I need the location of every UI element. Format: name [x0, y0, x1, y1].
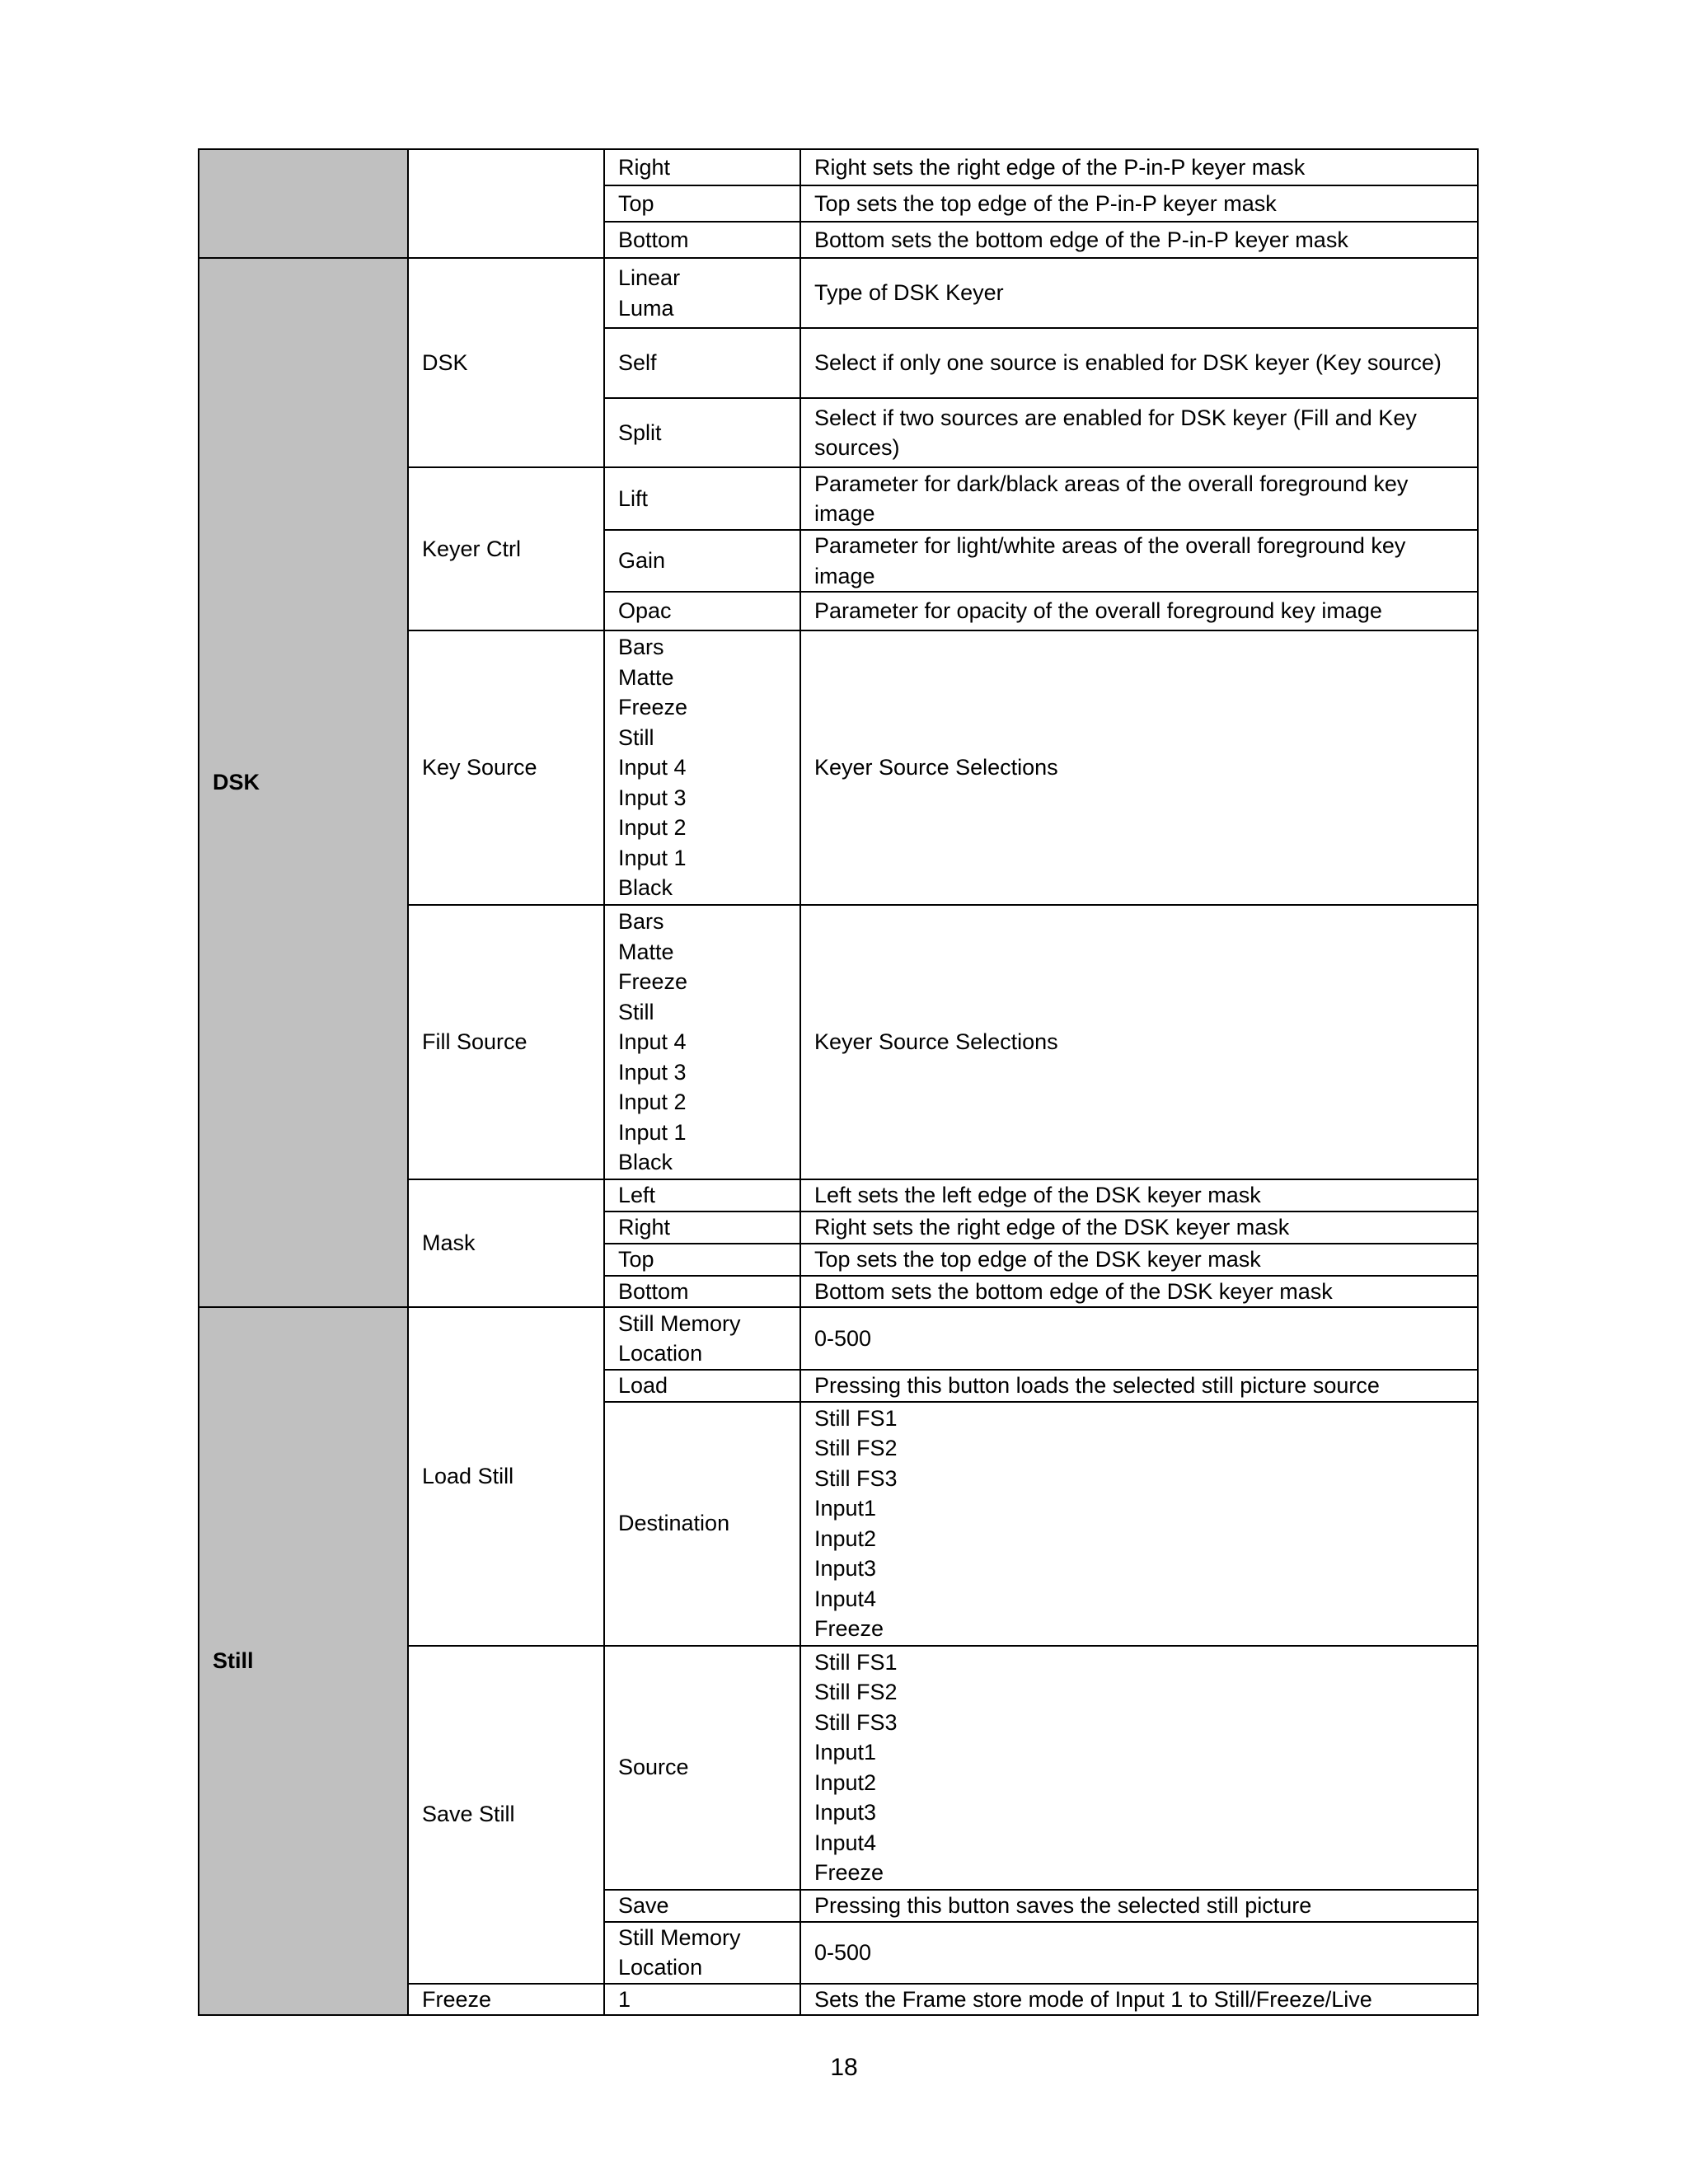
item-cell: Right [604, 149, 800, 185]
group-cell: Mask [408, 1179, 604, 1307]
description-cell: Parameter for light/white areas of the overall foreground key image [800, 530, 1478, 592]
item-cell: Still Memory Location [604, 1307, 800, 1370]
description-cell: Top sets the top edge of the P-in-P keyer mask [800, 185, 1478, 222]
item-cell: 1 [604, 1984, 800, 2016]
group-cell: Freeze [408, 1984, 604, 2016]
section-cell: Still [199, 1307, 408, 2015]
item-cell: Bars Matte Freeze Still Input 4 Input 3 Input 2 Input 1 Black [604, 630, 800, 905]
menu-table [198, 148, 1479, 2016]
item-cell: Opac [604, 592, 800, 630]
item-cell: Right [604, 1212, 800, 1244]
description-cell: Pressing this button loads the selected still picture source [800, 1370, 1478, 1402]
description-cell: Still FS1 Still FS2 Still FS3 Input1 Input2 Input3 Input4 Freeze [800, 1402, 1478, 1646]
item-cell: Bottom [604, 222, 800, 258]
item-cell: Split [604, 398, 800, 467]
item-cell: Destination [604, 1402, 800, 1646]
description-cell: Still FS1 Still FS2 Still FS3 Input1 Input2 Input3 Input4 Freeze [800, 1646, 1478, 1890]
item-cell: Gain [604, 530, 800, 592]
table-row [199, 149, 1478, 185]
description-cell: Right sets the right edge of the P-in-P keyer mask [800, 149, 1478, 185]
group-cell: Fill Source [408, 905, 604, 1179]
group-cell: Save Still [408, 1646, 604, 1984]
description-cell: Bottom sets the bottom edge of the DSK keyer mask [800, 1276, 1478, 1308]
item-cell: Source [604, 1646, 800, 1890]
group-cell: Load Still [408, 1307, 604, 1646]
description-cell: Type of DSK Keyer [800, 258, 1478, 328]
table-row [199, 1307, 1478, 1370]
item-cell: Load [604, 1370, 800, 1402]
description-cell: Pressing this button saves the selected still picture [800, 1890, 1478, 1922]
description-cell: Right sets the right edge of the DSK keyer mask [800, 1212, 1478, 1244]
description-cell: Select if only one source is enabled for DSK keyer (Key source) [800, 328, 1478, 398]
table-row [199, 258, 1478, 328]
item-cell: Still Memory Location [604, 1922, 800, 1984]
section-cell-continued [199, 149, 408, 258]
description-cell: Left sets the left edge of the DSK keyer mask [800, 1179, 1478, 1212]
description-cell: Parameter for dark/black areas of the overall foreground key image [800, 467, 1478, 530]
group-cell-continued [408, 149, 604, 258]
group-cell: DSK [408, 258, 604, 467]
description-cell: 0-500 [800, 1922, 1478, 1984]
description-cell: Keyer Source Selections [800, 630, 1478, 905]
item-cell: Linear Luma [604, 258, 800, 328]
item-cell: Top [604, 185, 800, 222]
group-cell: Keyer Ctrl [408, 467, 604, 630]
description-cell: Keyer Source Selections [800, 905, 1478, 1179]
description-cell: Top sets the top edge of the DSK keyer mask [800, 1244, 1478, 1276]
item-cell: Bars Matte Freeze Still Input 4 Input 3 Input 2 Input 1 Black [604, 905, 800, 1179]
description-cell: Sets the Frame store mode of Input 1 to Still/Freeze/Live [800, 1984, 1478, 2016]
description-cell: Select if two sources are enabled for DSK keyer (Fill and Key sources) [800, 398, 1478, 467]
item-cell: Save [604, 1890, 800, 1922]
item-cell: Left [604, 1179, 800, 1212]
section-cell: DSK [199, 258, 408, 1307]
description-cell: Parameter for opacity of the overall foreground key image [800, 592, 1478, 630]
item-cell: Top [604, 1244, 800, 1276]
group-cell: Key Source [408, 630, 604, 905]
page-number: 18 [830, 2054, 858, 2081]
item-cell: Bottom [604, 1276, 800, 1308]
description-cell: Bottom sets the bottom edge of the P-in-P keyer mask [800, 222, 1478, 258]
description-cell: 0-500 [800, 1307, 1478, 1370]
item-cell: Lift [604, 467, 800, 530]
item-cell: Self [604, 328, 800, 398]
